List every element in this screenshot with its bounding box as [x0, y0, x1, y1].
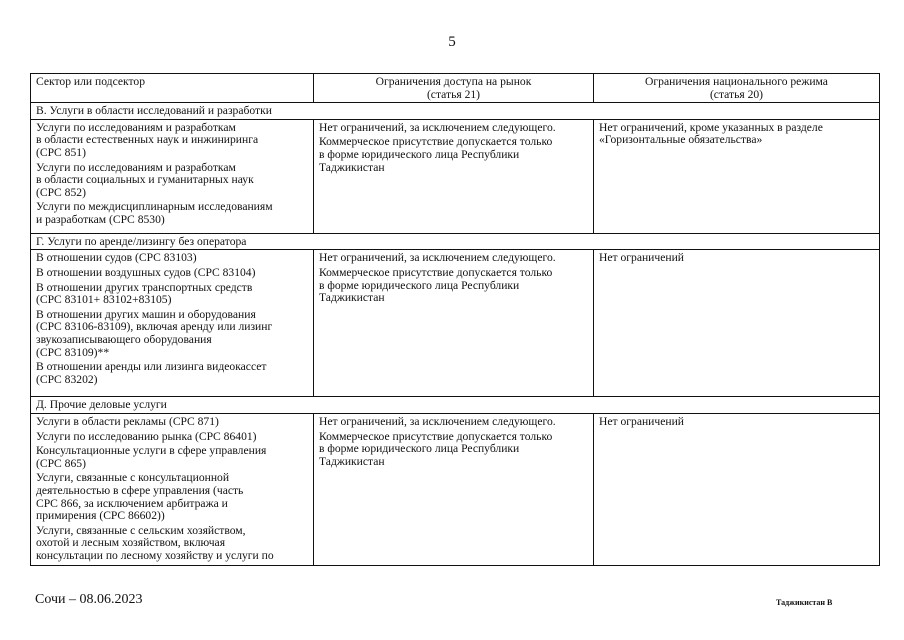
sector-line: охотой и лесным хозяйством, включая [36, 536, 226, 550]
footer-document-label: Таджикистан В [776, 598, 833, 607]
sector-line: В отношении аренды или лизинга видеокассет [36, 360, 267, 374]
section-b-national-treatment [594, 119, 880, 233]
header-sector: Сектор или подсектор [31, 74, 314, 103]
section-d-row [31, 413, 880, 565]
section-d-sectors [31, 413, 314, 565]
page-number: 5 [448, 34, 456, 50]
section-g-sectors [31, 250, 314, 397]
market-access-line: Нет ограничений, за исключением следующего. [319, 251, 556, 265]
section-d-title: Д. Прочие деловые услуги [31, 397, 880, 414]
market-access-line: Нет ограничений, за исключением следующего. [319, 414, 556, 428]
header-national-treatment-title: Ограничения национального режима [645, 75, 828, 88]
national-treatment-line: «Горизонтальные обязательства» [599, 133, 763, 147]
section-g-row [31, 250, 880, 397]
section-d-market-access [314, 413, 594, 565]
sector-line: CPC 866, за исключением арбитража и [36, 496, 228, 510]
sector-line: (CPC 851) [36, 145, 86, 159]
sector-line: В отношении других машин и оборудования [36, 307, 256, 321]
commitments-table [30, 73, 880, 566]
sector-line: Услуги в области рекламы (CPC 871) [36, 414, 219, 428]
sector-line: (CPC 83101+ 83102+83105) [36, 293, 172, 307]
sector-line: Услуги по междисциплинарным исследованиям [36, 200, 273, 214]
header-national-treatment-article: (статья 20) [709, 87, 764, 101]
market-access-line: Таджикистан [319, 160, 385, 174]
section-g-national-treatment [594, 250, 880, 397]
sector-line: в области естественных наук и инжиниринга [36, 133, 259, 147]
sector-line: (CPC 865) [36, 456, 86, 470]
footer-place-date: Сочи – 08.06.2023 [35, 592, 143, 607]
sector-line: Консультационные услуги в сфере управления [36, 444, 267, 458]
sector-line: в области социальных и гуманитарных наук [36, 173, 254, 187]
sector-line: консультации по лесному хозяйству и услуги по [36, 548, 274, 562]
national-treatment-line: Нет ограничений, кроме указанных в разделе [599, 120, 823, 134]
sector-line: примирения (CPC 86602)) [36, 509, 165, 523]
market-access-line: Коммерческое присутствие допускается только [319, 265, 553, 279]
market-access-line: в форме юридического лица Республики [319, 442, 520, 456]
sector-line: Услуги по исследованиям и разработкам [36, 160, 236, 174]
sector-line: деятельностью в сфере управления (часть [36, 483, 244, 497]
sector-line: В отношении других транспортных средств [36, 280, 253, 294]
section-g-title-row [31, 233, 880, 250]
sector-line: (CPC 852) [36, 185, 86, 199]
section-b-title-row [31, 103, 880, 120]
market-access-line: Коммерческое присутствие допускается только [319, 429, 553, 443]
market-access-line: в форме юридического лица Республики [319, 278, 520, 292]
section-b-row [31, 119, 880, 233]
national-treatment-line: Нет ограничений [599, 251, 684, 265]
sector-line: (CPC 83106-83109), включая аренду или лизинг [36, 320, 273, 334]
section-b-title: В. Услуги в области исследований и разработки [31, 103, 880, 120]
section-g-market-access [314, 250, 594, 397]
header-national-treatment [594, 74, 880, 103]
section-d-title-row [31, 397, 880, 414]
header-market-access [314, 74, 594, 103]
market-access-line: Таджикистан [319, 454, 385, 468]
header-market-access-article: (статья 21) [426, 87, 481, 101]
sector-line: (CPC 83202) [36, 372, 98, 386]
section-d-national-treatment [594, 413, 880, 565]
section-g-title: Г. Услуги по аренде/лизингу без оператора [31, 233, 880, 250]
market-access-line: Нет ограничений, за исключением следующего. [319, 120, 556, 134]
sector-line: Услуги по исследованиям и разработкам [36, 120, 236, 134]
section-b-sectors [31, 119, 314, 233]
sector-line: Услуги по исследованию рынка (CPC 86401) [36, 429, 257, 443]
sector-line: В отношении судов (CPC 83103) [36, 251, 197, 265]
sector-line: Услуги, связанные с сельским хозяйством, [36, 523, 246, 537]
sector-line: Услуги, связанные с консультационной [36, 471, 230, 485]
market-access-line: в форме юридического лица Республики [319, 147, 520, 161]
market-access-line: Коммерческое присутствие допускается только [319, 135, 553, 149]
section-b-market-access [314, 119, 594, 233]
market-access-line: Таджикистан [319, 291, 385, 305]
sector-line: В отношении воздушных судов (CPC 83104) [36, 265, 256, 279]
sector-line: звукозаписывающего оборудования [36, 332, 212, 346]
sector-line: (CPC 83109)** [36, 345, 110, 359]
national-treatment-line: Нет ограничений [599, 414, 684, 428]
sector-line: и разработкам (CPC 8530) [36, 212, 165, 226]
header-market-access-title: Ограничения доступа на рынок [375, 75, 532, 88]
table-header-row [31, 74, 880, 103]
